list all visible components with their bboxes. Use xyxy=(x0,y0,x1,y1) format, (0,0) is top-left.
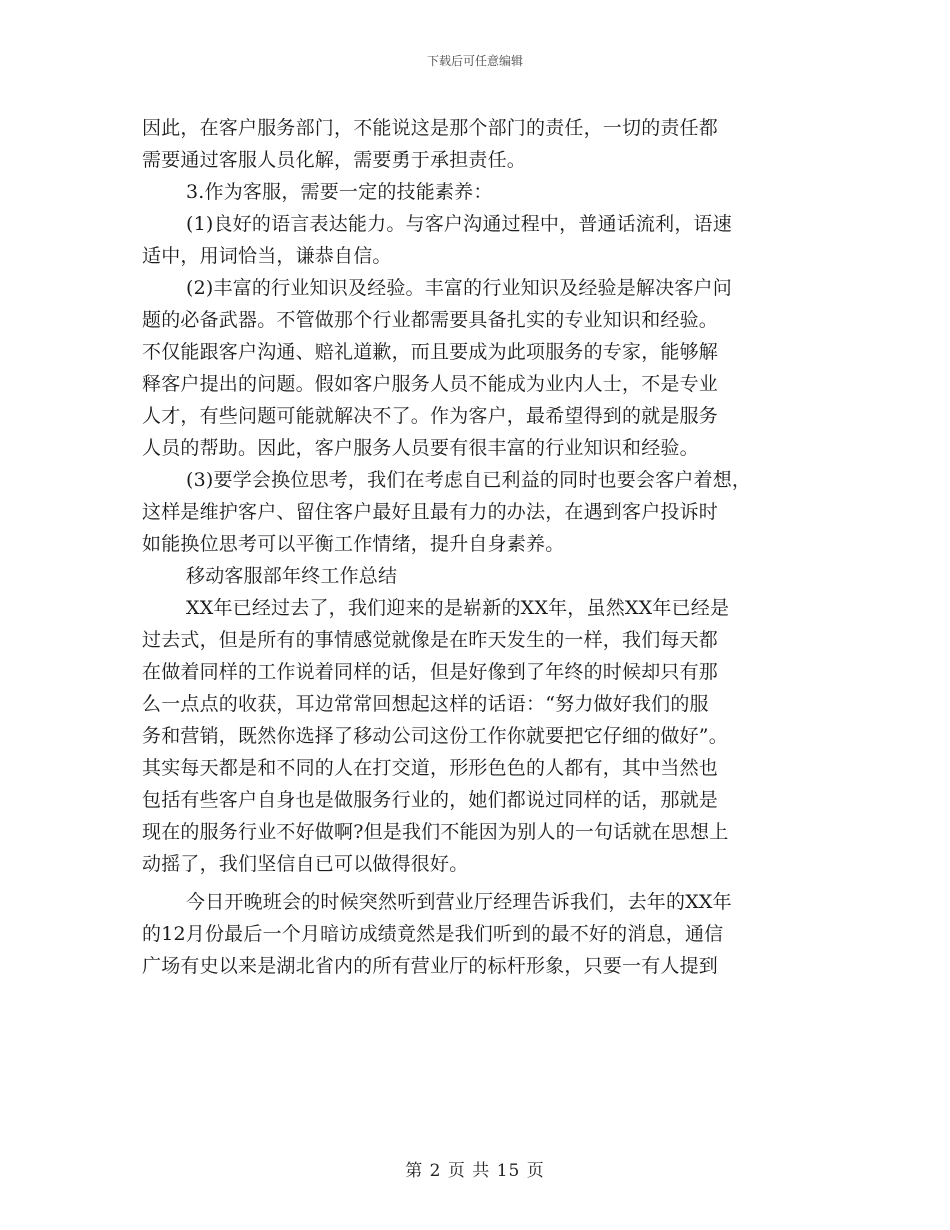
text-line: 因此，在客户服务部门，不能说这是那个部门的责任，一切的责任都 xyxy=(142,117,719,139)
text-line: 广场有史以来是湖北省内的所有营业厅的标杆形象，只要一有人提到 xyxy=(142,955,719,977)
text-line: 需要通过客服人员化解，需要勇于承担责任。 xyxy=(142,149,527,171)
text-line: 如能换位思考可以平衡工作情绪，提升自身素养。 xyxy=(142,533,565,555)
text-line: (1)良好的语言表达能力。与客户沟通过程中，普通话流利，语速 xyxy=(186,213,732,235)
text-line: 今日开晚班会的时候突然听到营业厅经理告诉我们，去年的XX年 xyxy=(186,891,732,913)
document-body xyxy=(142,112,822,982)
text-line: 不仅能跟客户沟通、赔礼道歉，而且要成为此项服务的专家，能够解 xyxy=(142,341,719,363)
text-line: 过去式，但是所有的事情感觉就像是在昨天发生的一样，我们每天都 xyxy=(142,629,719,651)
text-line: 么一点点的收获，耳边常常回想起这样的话语：“努力做好我们的服 xyxy=(142,693,709,715)
page-header-note: 下载后可任意编辑 xyxy=(426,54,523,68)
text-line: 人才，有些问题可能就解决不了。作为客户，最希望得到的就是服务 xyxy=(142,405,719,427)
text-line: (2)丰富的行业知识及经验。丰富的行业知识及经验是解决客户问 xyxy=(186,277,732,299)
text-line: 的12月份最后一个月暗访成绩竟然是我们听到的最不好的消息，通信 xyxy=(142,923,724,945)
text-line: 3.作为客服，需要一定的技能素养： xyxy=(186,181,493,203)
text-line: (3)要学会换位思考，我们在考虑自已利益的同时也要会客户着想， xyxy=(186,469,752,491)
text-line: 题的必备武器。不管做那个行业都需要具备扎实的专业知识和经验。 xyxy=(142,309,719,331)
text-line: 动摇了，我们坚信自已可以做得很好。 xyxy=(142,853,469,875)
text-line: 包括有些客户自身也是做服务行业的，她们都说过同样的话，那就是 xyxy=(142,789,719,811)
text-line: 释客户提出的问题。假如客户服务人员不能成为业内人士，不是专业 xyxy=(142,373,719,395)
page-number: 第 2 页 共 15 页 xyxy=(405,1161,545,1181)
text-line: XX年已经过去了，我们迎来的是崭新的XX年，虽然XX年已经是 xyxy=(186,597,730,619)
text-line: 人员的帮助。因此，客户服务人员要有很丰富的行业知识和经验。 xyxy=(142,437,699,459)
text-line: 在做着同样的工作说着同样的话，但是好像到了年终的时候却只有那 xyxy=(142,661,719,683)
text-line: 务和营销，既然你选择了移动公司这份工作你就要把它仔细的做好”。 xyxy=(142,725,728,747)
text-line: 现在的服务行业不好做啊?但是我们不能因为别人的一句话就在思想上 xyxy=(142,821,729,843)
section-title: 移动客服部年终工作总结 xyxy=(186,565,398,587)
text-line: 适中，用词恰当，谦恭自信。 xyxy=(142,245,392,267)
text-line: 这样是维护客户、留住客户最好且最有力的办法，在遇到客户投诉时 xyxy=(142,501,719,523)
text-line: 其实每天都是和不同的人在打交道，形形色色的人都有，其中当然也 xyxy=(142,757,719,779)
